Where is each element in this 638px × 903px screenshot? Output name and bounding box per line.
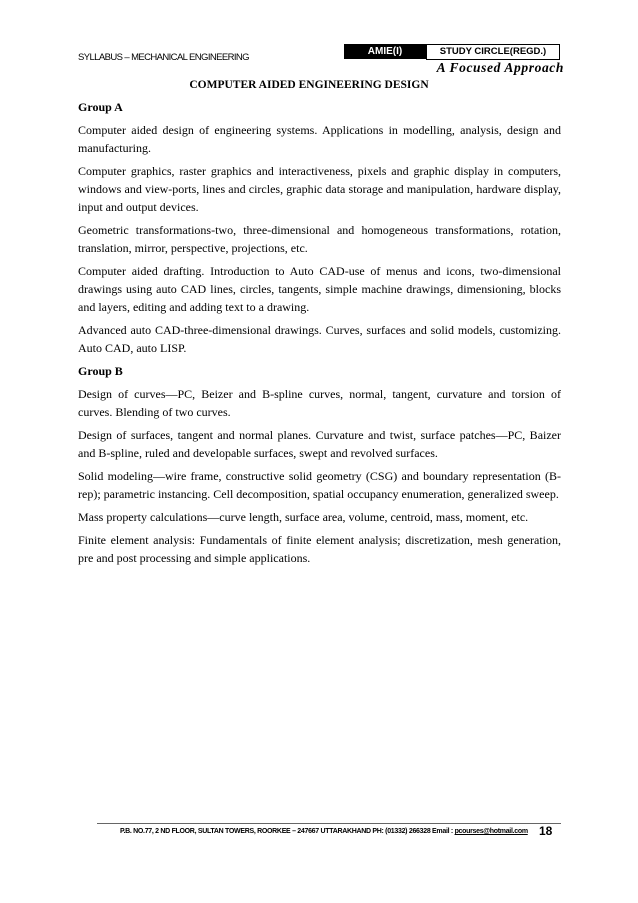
group-a-paragraph: Computer aided drafting. Introduction to Auto CAD-use of menus and icons, two-dimensional drawings using auto CAD lines, circles, tangents, simple machine drawings, dimensioning, blocks and layers, editing and adding text to a drawing.	[78, 264, 561, 314]
group-b-heading: Group B	[78, 364, 123, 378]
group-b-paragraph: Design of surfaces, tangent and normal planes. Curvature and twist, surface patches—PC, Baizer and B-spline, ruled and developable surfaces, swept and revolved surfaces.	[78, 428, 561, 460]
footer-address-text: P.B. NO.77, 2 ND FLOOR, SULTAN TOWERS, ROORKEE – 247667 UTTARAKHAND PH: (01332) 266328 Email :	[120, 828, 455, 835]
footer-address	[120, 828, 528, 835]
group-b-paragraph: Solid modeling—wire frame, constructive solid geometry (CSG) and boundary representation (B-rep); parametric instancing. Cell decomposition, spatial occupancy enumeration, generalized sweep.	[78, 469, 561, 501]
footer-divider	[97, 823, 561, 824]
group-a-paragraph: Advanced auto CAD-three-dimensional drawings. Curves, surfaces and solid models, customizing. Auto CAD, auto LISP.	[78, 323, 561, 355]
group-b-paragraph: Finite element analysis: Fundamentals of finite element analysis; discretization, mesh generation, pre and post processing and simple applications.	[78, 533, 561, 565]
page-number: 18	[539, 824, 553, 838]
group-a-paragraph: Computer aided design of engineering systems. Applications in modelling, analysis, design and manufacturing.	[78, 123, 561, 155]
footer-email-link[interactable]: pcourses@hotmail.com	[454, 828, 528, 835]
group-b-paragraph: Mass property calculations—curve length, surface area, volume, centroid, mass, moment, etc.	[78, 510, 529, 524]
study-circle-badge: STUDY CIRCLE(REGD.)	[426, 44, 560, 60]
syllabus-content	[78, 98, 561, 572]
page-title-text: COMPUTER AIDED ENGINEERING DESIGN	[189, 79, 429, 91]
group-a-heading: Group A	[78, 100, 123, 114]
amie-badge: AMIE(I)	[344, 44, 426, 59]
page-title	[0, 79, 638, 91]
syllabus-header: SYLLABUS – MECHANICAL ENGINEERING	[78, 52, 249, 63]
tagline: A Focused Approach	[436, 60, 564, 75]
group-a-paragraph: Geometric transformations-two, three-dimensional and homogeneous transformations, rotation, translation, mirror, perspective, projections, etc.	[78, 223, 561, 255]
group-a-paragraph: Computer graphics, raster graphics and interactiveness, pixels and graphic display in computers, windows and view-ports, lines and circles, graphic data storage and manipulation, hardware display, input and output devices.	[78, 164, 561, 214]
group-b-paragraph: Design of curves—PC, Beizer and B-spline curves, normal, tangent, curvature and torsion of curves. Blending of two curves.	[78, 387, 561, 419]
